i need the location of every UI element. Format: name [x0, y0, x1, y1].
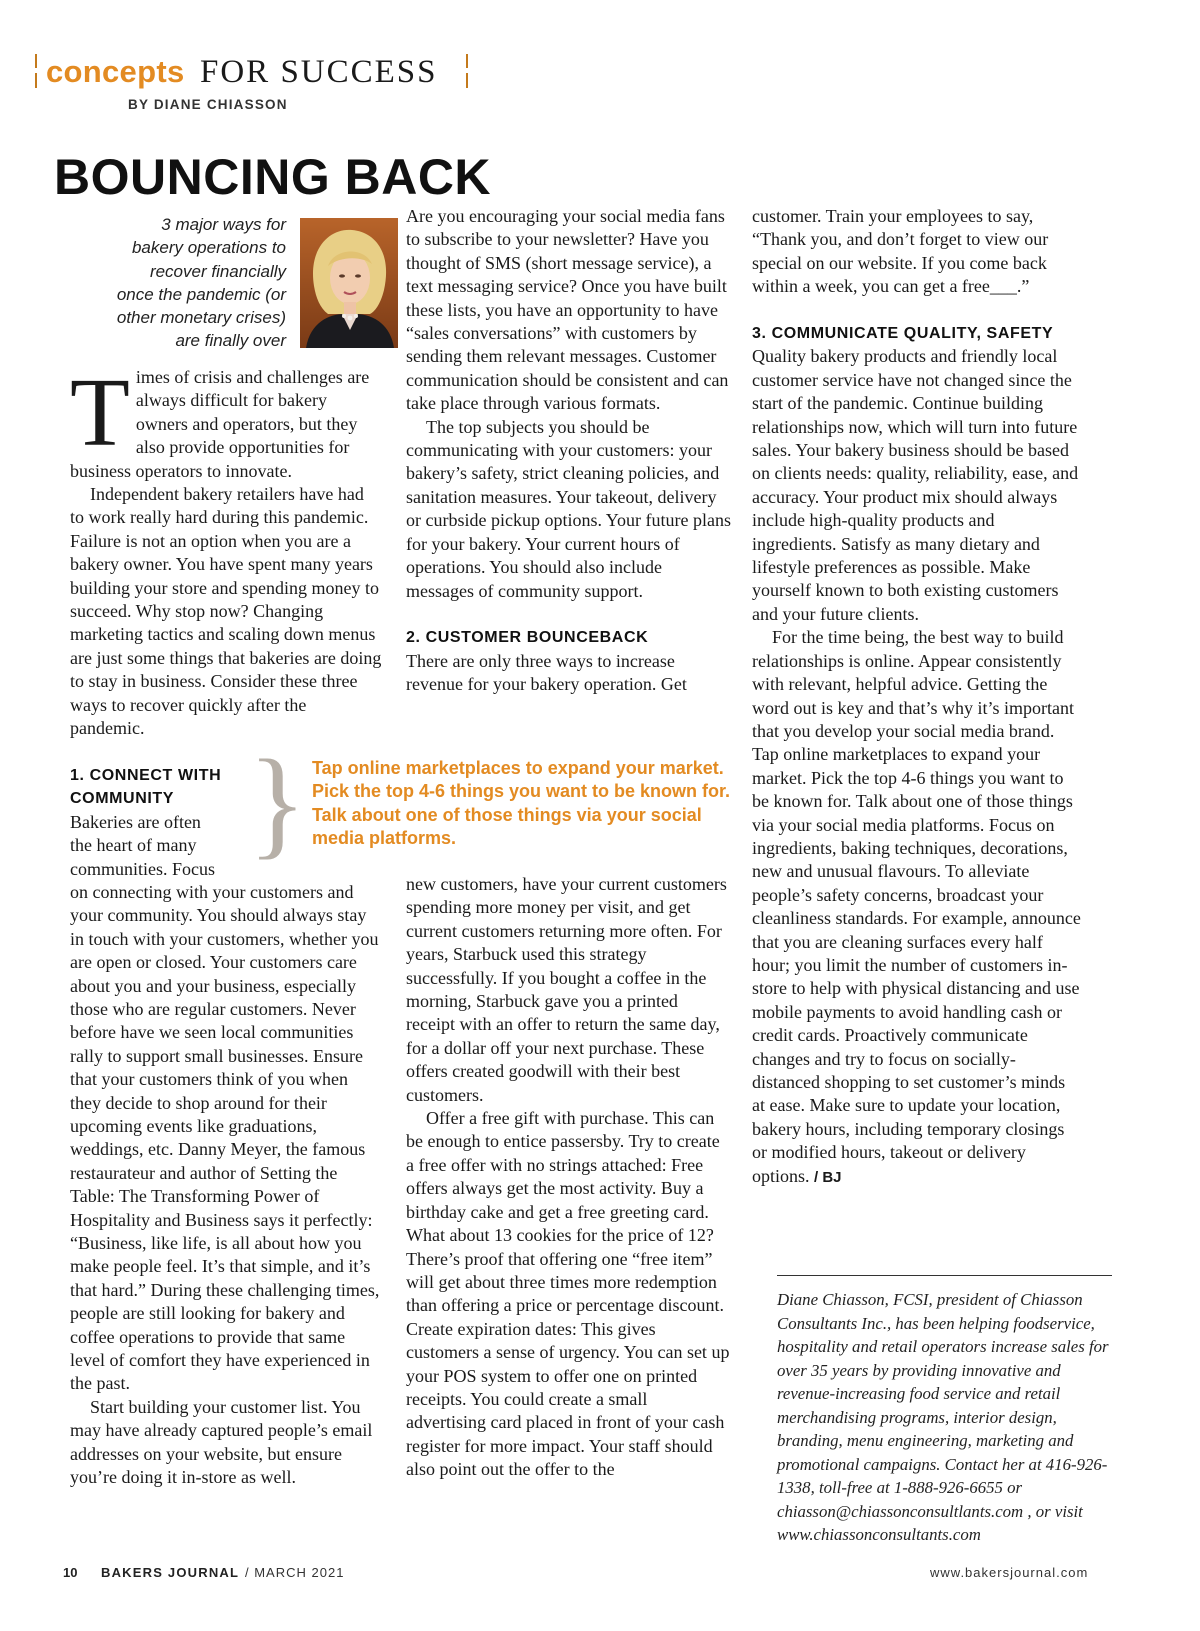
- page-number: 10: [63, 1565, 78, 1580]
- paragraph: Quality bakery products and friendly local customer service have not changed since the start of the pandemic. Continue building relationships now, which will turn into future sales. Your bakery business should be based on clients needs: quality, reliability, ease, and accuracy. Your product mix should always include high-quality products and ingredients. Satisfy as many dietary and lifestyle preferences as possible. Make yourself known to both existing customers and your future clients.: [752, 346, 1079, 624]
- author-portrait: [300, 218, 398, 348]
- section-kicker: FOR SUCCESS: [200, 54, 438, 90]
- article-column-1: [70, 359, 382, 1489]
- deck-line: are finally over: [175, 331, 286, 351]
- paragraph: Offer a free gift with purchase. This can be enough to entice passersby. Try to create a free offer with no strings attached: Free offers always get the most activity. Buy a birthday cake and get a free greeting card. What about 13 cookies for the price of 12? There’s proof that offering one “free item” will get about three times more redemption than offering a price or percentage discount. Create expiration dates: This gives customers a sense of urgency. You can set up your POS system to offer one on printed receipts. You could create a small advertising card placed in front of your cash register for more impact. Your staff should also point out the offer to the: [406, 1108, 730, 1480]
- article-column-2-top: [406, 205, 731, 697]
- intro-text: imes of crisis and challenges are always difficult for bakery owners and operators, but they also provide opportunities for business operators to innovate.: [70, 367, 370, 481]
- header-rule-right: [466, 54, 468, 88]
- website-link[interactable]: www.bakersjournal.com: [930, 1565, 1089, 1580]
- deck-line: other monetary crises): [116, 308, 286, 328]
- subhead-connect-line1: 1. CONNECT WITH: [70, 766, 222, 784]
- article-column-3: [752, 205, 1082, 1189]
- intro-paragraph: [70, 359, 382, 483]
- byline: BY DIANE CHIASSON: [128, 97, 288, 112]
- headline: BOUNCING BACK: [54, 149, 492, 205]
- header-rule-left: [35, 54, 37, 88]
- paragraph: customer. Train your employees to say, “Thank you, and don’t forget to view our special on our website. If you come back within a week, you can get a free___.”: [752, 206, 1049, 297]
- subhead-bounceback: 2. CUSTOMER BOUNCEBACK: [406, 629, 649, 647]
- paragraph-line: Bakeries are often: [70, 811, 201, 832]
- deck-line: recover financially: [149, 261, 286, 281]
- signoff: / BJ: [814, 1168, 842, 1186]
- deck-line: bakery operations to: [131, 238, 286, 258]
- paragraph-line: the heart of many: [70, 835, 197, 856]
- pullquote: Tap online marketplaces to expand your market. Pick the top 4-6 things you want to be known for. Talk about one of those things via your social media platforms.: [312, 758, 731, 848]
- article-column-2-bottom: [406, 873, 731, 1482]
- paragraph: The top subjects you should be communicating with your customers: your bakery’s safety, strict cleaning policies, and sanitation measures. Your takeout, delivery or curbside pickup options. Your future plans for your bakery. Your current hours of operations. You should also include messages of community support.: [406, 416, 731, 601]
- paragraph: Independent bakery retailers have had to work really hard during this pandemic. Failure is not an option when you are a bakery owner. You have spent many years building your store and spending money to succeed. Why stop now? Changing marketing tactics and scaling down menus are just some things that bakeries are doing to stay in business. Consider these three ways to recover quickly after the pandemic.: [70, 484, 382, 739]
- paragraph: [752, 626, 1082, 1189]
- paragraph: on connecting with your customers and your community. You should always stay in touch with your customers, whether you are open or closed. Your customers care about you and your business, especially those who are regular customers. Never before have we seen local communities rally to support small businesses. Ensure that your customers think of you when they decide to shop around for their upcoming events like graduations, weddings, etc. Danny Meyer, the famous restaurateur and author of Setting the Table: The Transforming Power of Hospitality and Business says it perfectly: “Business, like life, is all about how you make people feel. It’s that simple, and it’s that hard.” During these challenging times, people are still looking for bakery and coffee operations to provide that same level of comfort they have experienced in the past.: [70, 881, 380, 1394]
- publication-name: BAKERS JOURNAL: [101, 1565, 240, 1580]
- paragraph: Are you encouraging your social media fans to subscribe to your newsletter? Have you thought of SMS (short message service), a text messaging service? Once you have built these lists, you have an opportunity to have “sales conversations” with customers by sending them relevant messages. Customer communication should be consistent and can take place through various formats.: [406, 206, 729, 414]
- section-kicker-accent: concepts: [46, 54, 185, 89]
- subhead-quality-safety: 3. COMMUNICATE QUALITY, SAFETY: [752, 325, 1054, 343]
- deck-line: 3 major ways for: [161, 215, 286, 234]
- paragraph-line: communities. Focus: [70, 858, 215, 879]
- issue-date: / MARCH 2021: [245, 1565, 345, 1580]
- bio-divider: [777, 1275, 1112, 1276]
- paragraph: new customers, have your current customers spending more money per visit, and get current customers returning more often. For years, Starbuck used this strategy successfully. If you bought a coffee in the morning, Starbuck gave you a printed receipt with an offer to return the same day, for a dollar off your next purchase. These offers created goodwill with their best customers.: [406, 874, 727, 1105]
- deck: [60, 213, 286, 353]
- deck-line: once the pandemic (or: [116, 284, 286, 304]
- subhead-connect-line2: COMMUNITY: [70, 790, 175, 808]
- paragraph: There are only three ways to increase revenue for your bakery operation. Get: [406, 650, 687, 695]
- paragraph: Start building your customer list. You may have already captured people’s email addresses on your website, but ensure you’re doing it in-store as well.: [70, 1396, 373, 1488]
- drop-cap: T: [70, 359, 130, 467]
- author-bio: Diane Chiasson, FCSI, president of Chiasson Consultants Inc., has been helping foodservice, hospitality and retail operators increase sales for over 35 years by providing innovative and revenue-increasing food service and retail merchandising programs, interior design, branding, menu engineering, marketing and promotional campaigns. Contact her at 416-926-1338, toll-free at 1-888-926-6655 or chiasson@chiassonconsultlants.com , or visit www.chiassonconsultants.com: [777, 1290, 1109, 1544]
- pullquote-brace: }: [248, 735, 307, 870]
- paragraph-text: For the time being, the best way to build relationships is online. Appear consistently with relevant, helpful advice. Getting the word out is key and that’s why it’s important that you develop your social media brand. Tap online marketplaces to expand your market. Pick the top 4-6 things you want to be known for. Talk about one of those things via your social media platforms. Focus on ingredients, baking techniques, decorations, new and unusual flavours. To alleviate people’s safety concerns, broadcast your cleanliness standards. For example, announce that you are cleaning surfaces every half hour; you limit the number of customers in-store to help with physical distancing and use mobile payments to avoid handling cash or credit cards. Proactively communicate changes and try to focus on socially-distanced shopping to set customer’s minds at ease. Make sure to update your location, bakery hours, including temporary closings or modified hours, takeout or delivery options.: [752, 627, 1081, 1186]
